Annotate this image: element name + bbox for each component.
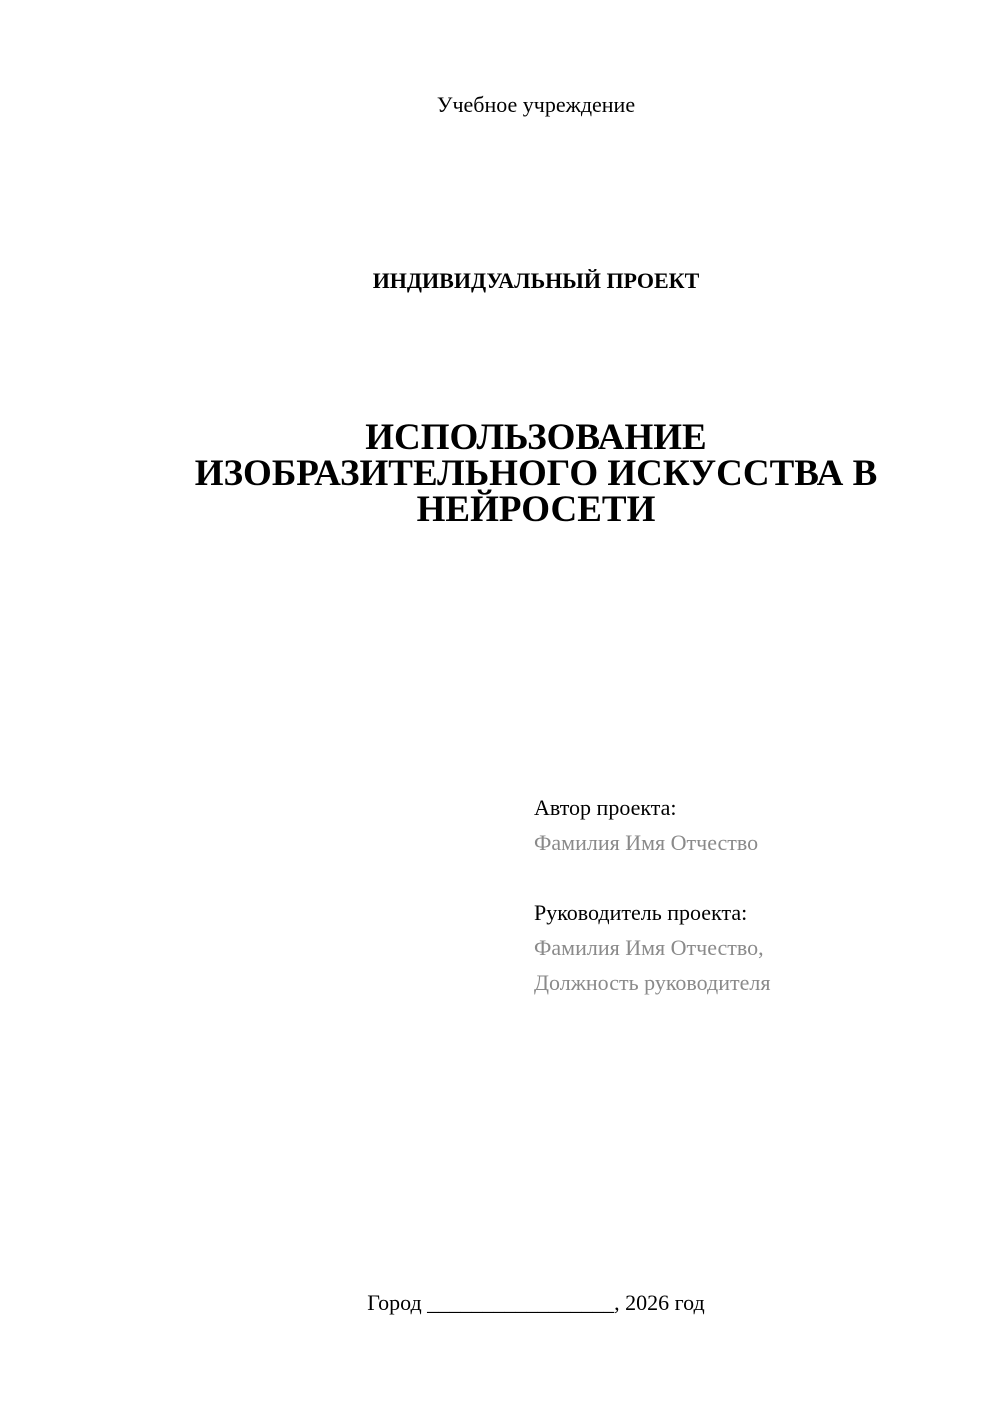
institution-name: Учебное учреждение [436,92,636,117]
document-type-heading: ИНДИВИДУАЛЬНЫЙ ПРОЕКТ [372,268,700,293]
author-name: Фамилия Имя Отчество [534,830,759,855]
supervisor-position: Должность руководителя [534,970,771,995]
project-title-line-1: ИСПОЛЬЗОВАНИЕ [365,417,707,458]
project-title-line-3: НЕЙРОСЕТИ [416,489,656,530]
info-spacer [534,860,770,895]
author-label: Автор проекта: [534,795,677,820]
supervisor-label: Руководитель проекта: [534,900,748,925]
project-title-line-2: ИЗОБРАЗИТЕЛЬНОГО ИСКУССТВА В [194,453,878,494]
project-title [0,417,1000,530]
project-info-block [534,790,770,1000]
city-year-line: Город _________________, 2026 год [367,1290,705,1315]
supervisor-name: Фамилия Имя Отчество, [534,935,764,960]
